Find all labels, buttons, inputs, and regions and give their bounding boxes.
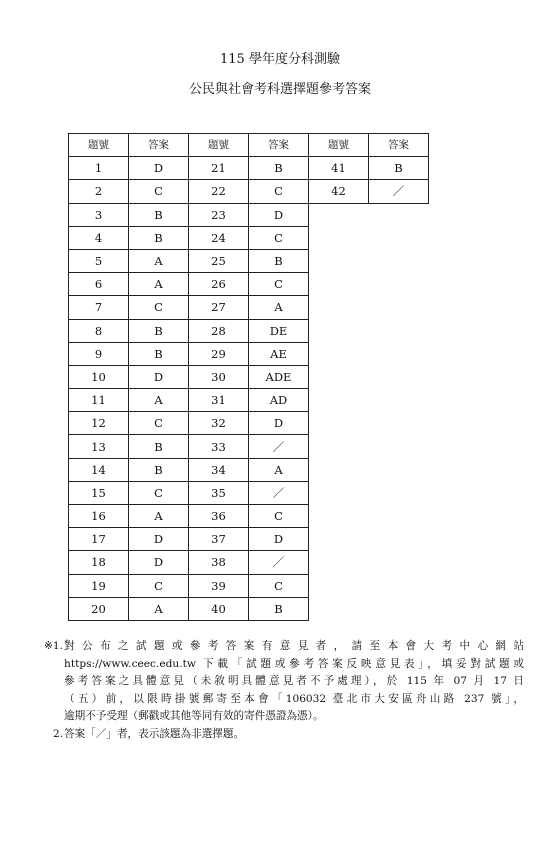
document-subtitle: 公民與社會考科選擇題參考答案 [188,82,371,97]
answer-cell: C [129,180,189,203]
question-number-cell: 19 [69,574,129,597]
header-answer: 答案 [369,134,429,157]
question-number-cell: 2 [69,180,129,203]
answer-cell: B [249,597,309,620]
question-number-cell: 10 [69,365,129,388]
table-row [69,249,429,272]
empty-cell [369,342,429,365]
empty-cell [309,249,369,272]
answer-cell: B [129,435,189,458]
question-number-cell: 38 [189,551,249,574]
empty-cell [309,505,369,528]
table-row [69,226,429,249]
question-number-cell: 4 [69,226,129,249]
empty-cell [369,412,429,435]
empty-cell [369,249,429,272]
question-number-cell: 23 [189,203,249,226]
table-row [69,273,429,296]
empty-cell [369,273,429,296]
answer-table-body [69,134,429,621]
notes-section [44,638,524,744]
question-number-cell: 42 [309,180,369,203]
answer-cell: D [129,157,189,180]
answer-cell: A [249,296,309,319]
empty-cell [309,273,369,296]
question-number-cell: 30 [189,365,249,388]
answer-cell: C [249,505,309,528]
table-row [69,597,429,620]
table-row [69,551,429,574]
empty-cell [369,296,429,319]
answer-cell: C [249,226,309,249]
question-number-cell: 25 [189,249,249,272]
empty-cell [309,528,369,551]
question-number-cell: 37 [189,528,249,551]
answer-cell: B [129,319,189,342]
empty-cell [309,412,369,435]
question-number-cell: 7 [69,296,129,319]
empty-cell [369,365,429,388]
question-number-cell: 15 [69,481,129,504]
question-number-cell: 16 [69,505,129,528]
answer-table [68,133,429,621]
empty-cell [309,435,369,458]
answer-cell: C [249,574,309,597]
answer-cell: D [129,528,189,551]
answer-cell: DE [249,319,309,342]
note-1-line: 逾期不予受理（郵戳或其他等同有效的寄件憑證為憑）。 [64,710,324,723]
question-number-cell: 24 [189,226,249,249]
question-number-cell: 26 [189,273,249,296]
question-number-cell: 9 [69,342,129,365]
answer-cell: ／ [249,481,309,504]
answer-cell: C [249,180,309,203]
question-number-cell: 11 [69,389,129,412]
question-number-cell: 3 [69,203,129,226]
answer-cell: AD [249,389,309,412]
question-number-cell: 28 [189,319,249,342]
note-1-line: 對公布之試題或參考答案有意見者，請至本會大考中心網站 [64,640,524,652]
question-number-cell: 27 [189,296,249,319]
question-number-cell: 35 [189,481,249,504]
table-row [69,180,429,203]
table-row [69,389,429,412]
question-number-cell: 33 [189,435,249,458]
question-number-cell: 34 [189,458,249,481]
answer-cell: C [129,412,189,435]
table-row [69,458,429,481]
question-number-cell: 36 [189,505,249,528]
note-1-line: （五）前，以限時掛號郵寄至本會「106032 臺北市大安區舟山路 237 號」， [64,692,524,705]
note-1-line: https://www.ceec.edu.tw 下載「試題或參考答案反映意見表」，填妥對試題或 [64,657,524,670]
empty-cell [309,458,369,481]
answer-cell: D [129,551,189,574]
answer-cell: D [249,412,309,435]
empty-cell [309,319,369,342]
document-title: 115 學年度分科測驗 [220,52,340,67]
empty-cell [369,505,429,528]
note-2-marker: 2. [53,727,64,740]
note-1-line: 參考答案之具體意見（未敘明具體意見者不予處理），於 115 年 07 月 17 日 [64,675,524,688]
question-number-cell: 18 [69,551,129,574]
answer-cell: A [129,273,189,296]
empty-cell [369,458,429,481]
question-number-cell: 22 [189,180,249,203]
question-number-cell: 31 [189,389,249,412]
empty-cell [369,226,429,249]
empty-cell [369,597,429,620]
answer-cell: B [129,203,189,226]
question-number-cell: 41 [309,157,369,180]
answer-cell: A [129,389,189,412]
answer-cell: C [129,574,189,597]
table-row [69,296,429,319]
table-row [69,203,429,226]
answer-cell: D [249,203,309,226]
empty-cell [309,389,369,412]
answer-cell: C [129,296,189,319]
header-question-number: 題號 [69,134,129,157]
table-row [69,342,429,365]
answer-cell: ADE [249,365,309,388]
note-1 [44,638,524,726]
answer-cell: B [129,458,189,481]
empty-cell [369,551,429,574]
note-1-marker: ※1. [44,640,63,652]
answer-cell: B [129,342,189,365]
answer-cell: A [129,597,189,620]
answer-cell: C [129,481,189,504]
answer-cell: AE [249,342,309,365]
answer-cell: A [129,505,189,528]
answer-cell: B [249,157,309,180]
empty-cell [309,226,369,249]
question-number-cell: 6 [69,273,129,296]
header-answer: 答案 [129,134,189,157]
table-row [69,481,429,504]
table-row [69,365,429,388]
empty-cell [309,203,369,226]
answer-cell: A [249,458,309,481]
header-question-number: 題號 [189,134,249,157]
table-row [69,574,429,597]
question-number-cell: 13 [69,435,129,458]
note-2 [44,726,524,744]
table-row [69,435,429,458]
table-row [69,319,429,342]
answer-cell: D [129,365,189,388]
table-row [69,528,429,551]
table-header-row [69,134,429,157]
question-number-cell: 8 [69,319,129,342]
empty-cell [369,319,429,342]
question-number-cell: 14 [69,458,129,481]
empty-cell [369,528,429,551]
header-answer: 答案 [249,134,309,157]
answer-cell: ／ [249,435,309,458]
question-number-cell: 17 [69,528,129,551]
empty-cell [309,597,369,620]
question-number-cell: 32 [189,412,249,435]
question-number-cell: 5 [69,249,129,272]
question-number-cell: 20 [69,597,129,620]
empty-cell [369,435,429,458]
answer-cell: ／ [369,180,429,203]
answer-cell: ／ [249,551,309,574]
question-number-cell: 1 [69,157,129,180]
answer-cell: B [129,226,189,249]
question-number-cell: 39 [189,574,249,597]
question-number-cell: 12 [69,412,129,435]
note-1-text [64,638,524,726]
empty-cell [369,481,429,504]
empty-cell [369,389,429,412]
note-2-text: 答案「／」者，表示該題為非選擇題。 [64,727,245,740]
header-question-number: 題號 [309,134,369,157]
empty-cell [309,481,369,504]
empty-cell [309,342,369,365]
question-number-cell: 29 [189,342,249,365]
answer-cell: B [369,157,429,180]
table-row [69,157,429,180]
empty-cell [309,296,369,319]
empty-cell [369,574,429,597]
answer-cell: B [249,249,309,272]
empty-cell [309,365,369,388]
answer-cell: A [129,249,189,272]
empty-cell [309,551,369,574]
table-row [69,412,429,435]
answer-cell: C [249,273,309,296]
empty-cell [309,574,369,597]
answer-cell: D [249,528,309,551]
question-number-cell: 21 [189,157,249,180]
table-row [69,505,429,528]
question-number-cell: 40 [189,597,249,620]
empty-cell [369,203,429,226]
